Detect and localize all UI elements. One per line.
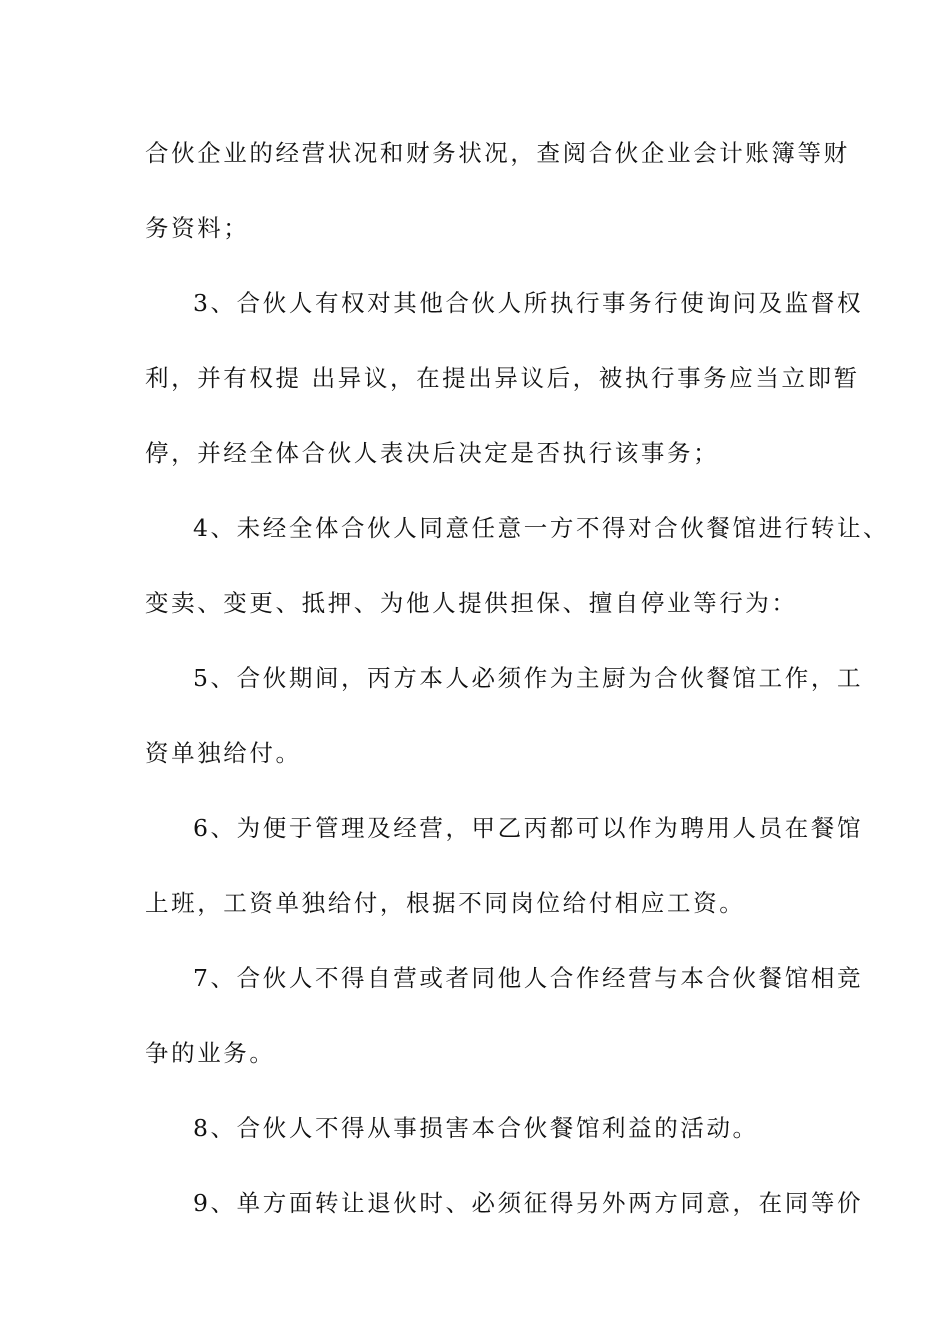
text-line: 资单独给付。 [145, 739, 302, 767]
text-line: 争的业务。 [145, 1039, 276, 1067]
paragraph-item-8: 8、合伙人不得从事损害本合伙餐馆利益的活动。 [193, 1114, 759, 1142]
paragraph-item-7: 7、合伙人不得自营或者同他人合作经营与本合伙餐馆相竞 [193, 964, 864, 992]
text-line: 利，并有权提 出异议，在提出异议后，被执行事务应当立即暂 [145, 364, 860, 392]
paragraph-item-3: 3、合伙人有权对其他合伙人所执行事务行使询问及监督权 [193, 289, 864, 317]
text-line: 变卖、变更、抵押、为他人提供担保、擅自停业等行为： [145, 589, 798, 617]
paragraph-item-4: 4、未经全体合伙人同意任意一方不得对合伙餐馆进行转让、 [193, 514, 890, 542]
text-line: 停，并经全体合伙人表决后决定是否执行该事务； [145, 439, 720, 467]
paragraph-item-6: 6、为便于管理及经营，甲乙丙都可以作为聘用人员在餐馆 [193, 814, 864, 842]
paragraph-item-5: 5、合伙期间，丙方本人必须作为主厨为合伙餐馆工作，工 [193, 664, 864, 692]
text-line: 合伙企业的经营状况和财务状况，查阅合伙企业会计账簿等财 [145, 139, 850, 167]
text-line: 务资料； [145, 214, 250, 242]
text-line: 上班，工资单独给付，根据不同岗位给付相应工资。 [145, 889, 746, 917]
paragraph-item-9: 9、单方面转让退伙时、必须征得另外两方同意，在同等价 [193, 1189, 864, 1217]
